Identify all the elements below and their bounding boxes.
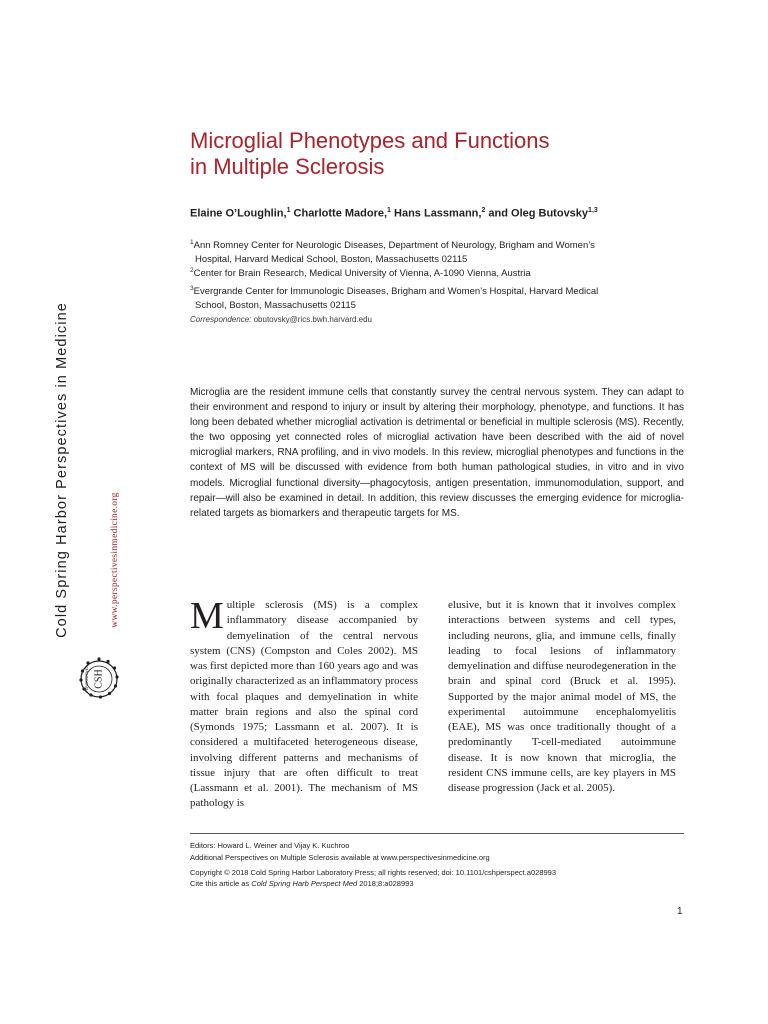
author-list	[190, 207, 690, 220]
correspondence	[190, 315, 372, 324]
author-name: Elaine O’Loughlin,	[190, 207, 287, 220]
copyright: Copyright © 2018 Cold Spring Harbor Laboratory Press; all rights reserved; doi: 10.1101/cshperspect.a028993	[190, 868, 557, 877]
author-name: and Oleg Butovsky	[488, 207, 589, 220]
author-name: Charlotte Madore,	[293, 207, 388, 220]
logo-text: CSH	[93, 669, 105, 689]
article-title	[190, 128, 660, 180]
author-affil-sup: 1	[387, 207, 391, 214]
editors-note: Editors: Howard L. Weiner and Vijay K. Kuchroo	[190, 841, 350, 850]
affiliation-3	[190, 282, 690, 313]
cite-journal: Cold Spring Harb Perspect Med	[251, 879, 358, 888]
affiliation-line: School, Boston, Massachusetts 02115	[195, 300, 356, 312]
author-affil-sup: 2	[481, 207, 486, 214]
correspondence-label: Correspondence:	[190, 315, 252, 324]
additional-perspectives: Additional Perspectives on Multiple Sclerosis available at www.perspectivesinmedicine.org	[190, 853, 490, 862]
body-column-1	[190, 595, 418, 812]
author-affil-sup: 1,3	[588, 207, 598, 214]
affiliation-sup: 3	[190, 285, 194, 292]
csh-logo	[78, 655, 120, 703]
author-name: Hans Lassmann,	[394, 207, 482, 220]
affiliation-line: Hospital, Harvard Medical School, Boston, Massachusetts 02115	[195, 254, 468, 266]
affiliation-line: Ann Romney Center for Neurologic Diseases, Department of Neurology, Brigham and Women’s	[193, 240, 595, 252]
citation	[190, 878, 690, 889]
cite-prefix: Cite this article as	[190, 879, 250, 888]
page-number: 1	[677, 906, 683, 917]
cite-suffix: 2018;8:a028993	[359, 879, 414, 888]
affiliation-sup: 2	[190, 267, 194, 274]
affiliation-line: Center for Brain Research, Medical University of Vienna, A-1090 Vienna, Austria	[193, 268, 531, 280]
author-affil-sup: 1	[286, 207, 291, 214]
title-line-2: in Multiple Sclerosis	[190, 154, 385, 179]
affiliation-sup: 1	[190, 239, 194, 246]
journal-url-vertical[interactable]: www.perspectivesinmedicine.org	[110, 492, 120, 628]
logo-subtext: PERSPECTIVES	[85, 665, 89, 693]
body-column-2: elusive, but it is known that it involves complex interactions between systems and cell types, including neurons, glia, and immune cells, finally leading to focal lesions of inflammatory demyelination and diffuse neurodegeneration in the brain and spinal cord (Bruck et al. 1995). Supported by the major animal model of MS, the experimental autoimmune encephalomyelitis (EAE), MS was once traditionally thought of a predominantly T-cell-mediated autoimmune disease. It is now known that microglia, the resident CNS immune cells, are key players in MS disease progression (Jack et al. 2005).	[448, 599, 676, 794]
drop-cap: M	[190, 595, 224, 637]
body-text-1: ultiple sclerosis (MS) is a complex inflammatory disease accompanied by demyelination of the central nervous system (CNS) (Compston and Coles 2002). MS was first depicted more than 160 years ago and was originally characterized as an inflammatory process with focal plaques and demyelination in white matter brain regions and also the spinal cord (Symonds 1975; Lassmann et al. 2007). It is considered a multifaceted heterogeneous disease, involving different patterns and mechanisms of tissue injury that are often difficult to treat (Lassmann et al. 2001). The mechanism of MS pathology is	[190, 599, 418, 810]
correspondence-email[interactable]: obutovsky@rics.bwh.harvard.edu	[253, 315, 373, 324]
affiliation-2	[190, 264, 690, 281]
title-line-1: Microglial Phenotypes and Functions	[190, 128, 550, 153]
abstract: Microglia are the resident immune cells that constantly survey the central nervous system. They can adapt to their environment and respond to injury or insult by altering their morphology, phenotype, and functions. It has long been debated whether microglial activation is detrimental or beneficial in multiple sclerosis (MS). Recently, the two opposing yet connected roles of microglial activation have been described with the aid of novel microglial markers, RNA profiling, and in vivo models. In this review, microglial phenotypes and functions in the context of MS will be discussed with evidence from both human pathological studies, in vitro and in vivo models. Microglial functional diversity—phagocytosis, antigen presentation, immunomodulation, support, and repair—will also be examined in detail. In addition, this review discusses the emerging evidence for microglia-related targets as biomarkers and therapeutic targets for MS.	[190, 387, 684, 519]
affiliation-line: Evergrande Center for Immunologic Diseases, Brigham and Women’s Hospital, Harvard Medical	[193, 286, 599, 298]
affiliation-1	[190, 236, 690, 267]
journal-name-vertical: Cold Spring Harbor Perspectives in Medicine	[54, 302, 70, 638]
footer-divider	[190, 833, 684, 834]
